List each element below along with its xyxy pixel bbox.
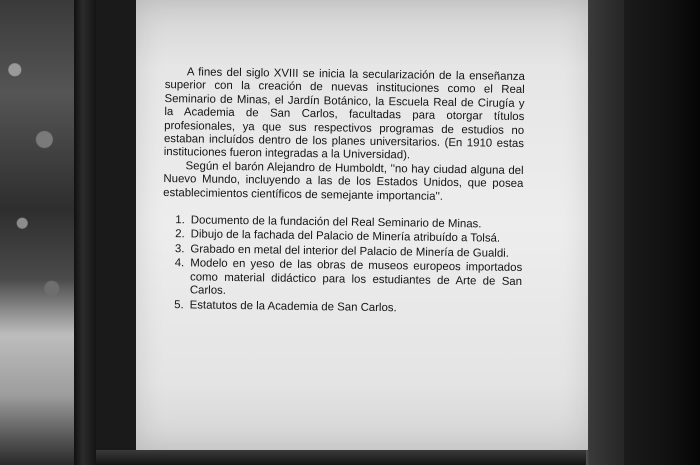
list-text: Documento de la fundación del Real Seminario de Minas. bbox=[190, 214, 482, 231]
paragraph-intro: A fines del siglo XVIII se inicia la secularización de la enseñanza superior con la creación de nuevas instituciones como el Real Seminario de Minas, el Jardín Botánico, la Escuela Real de Cirugía y la Academia de San Carlos, facultadas para otorgar títulos profesionales, ya que sus respectivos programas de estudios no estaban incluídos dentro de los planes universitarios. (En 1910 estas instituciones fueron integradas a la Universidad). bbox=[163, 66, 525, 162]
display-frame-edge bbox=[586, 0, 624, 465]
list-number: 4. bbox=[174, 257, 185, 270]
list-text: Estatutos de la Academia de San Carlos. bbox=[189, 298, 397, 314]
list-text: Dibujo de la fachada del Palacio de Minería atribuído a Tolsá. bbox=[190, 228, 501, 246]
list-item bbox=[162, 257, 523, 302]
list-number: 1. bbox=[175, 214, 185, 227]
paragraph-humboldt: Según el barón Alejandro de Humboldt, ''no hay ciudad alguna del Nuevo Mundo, incluyendo a las de los Estados Unidos, que posea establecimientos científicos de semejante importancia''. bbox=[163, 160, 524, 203]
display-ledge bbox=[96, 450, 586, 465]
display-frame-left bbox=[74, 0, 96, 465]
list-text: Modelo en yeso de las obras de museos europeos importados como material didáctico para los estudiantes de Arte de San Carlos. bbox=[189, 257, 523, 297]
exhibit-list bbox=[162, 214, 523, 317]
background-foliage bbox=[0, 0, 74, 465]
panel-text bbox=[162, 66, 525, 318]
list-text: Grabado en metal del interior del Palacio de Minería de Gualdi. bbox=[190, 243, 509, 260]
list-number: 5. bbox=[174, 298, 184, 311]
list-number: 3. bbox=[174, 243, 185, 256]
list-number: 2. bbox=[175, 228, 185, 241]
